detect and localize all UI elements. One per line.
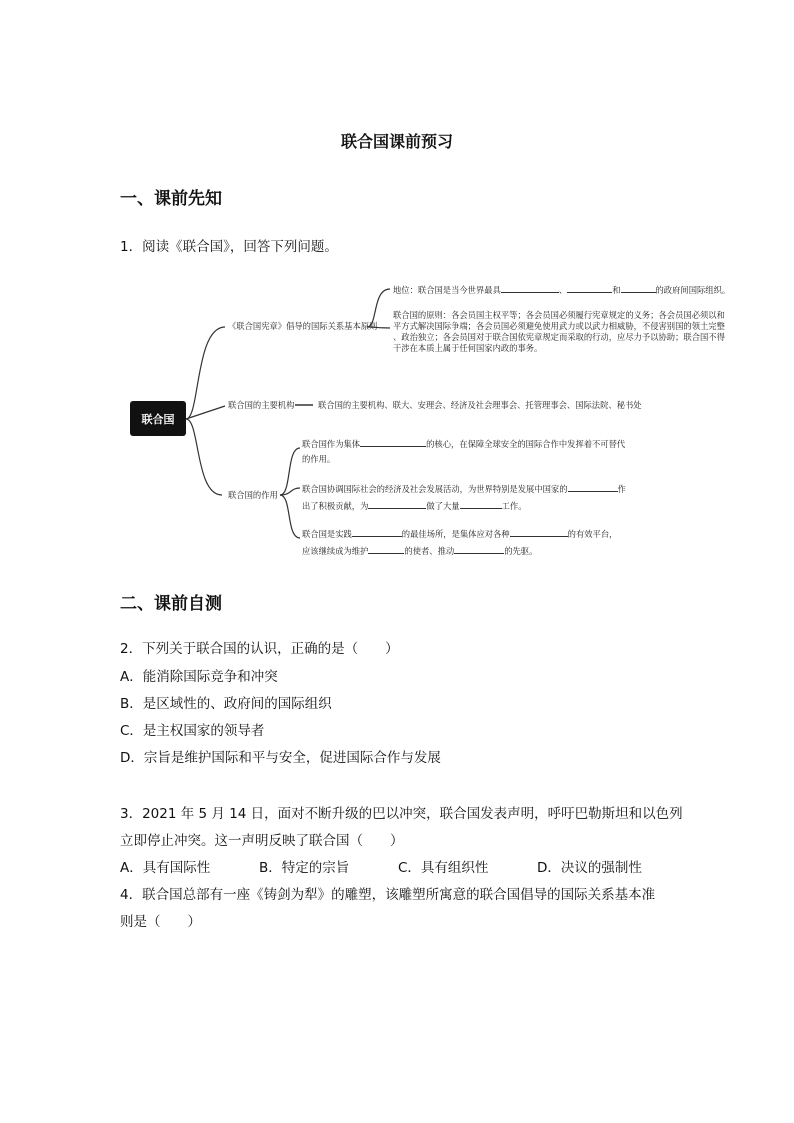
mindmap-leaf-role-development: [302, 482, 626, 512]
mindmap-leaf-principles: [393, 310, 725, 354]
leaf-text: 的先驱。: [504, 546, 538, 556]
leaf-text: 作: [617, 484, 626, 494]
question-2-stem: 2．下列关于联合国的认识，正确的是（ ）: [120, 641, 399, 657]
question-4-line-2: 则是（ ）: [120, 914, 201, 930]
page-title: 联合国课前预习: [340, 132, 453, 151]
question-3-line-1: 3．2021 年 5 月 14 日，面对不断升级的巴以冲突，联合国发表声明，呼吁巴勒斯坦和以色列: [120, 806, 683, 822]
question-3-line-2: 立即停止冲突。这一声明反映了联合国（ ）: [120, 833, 404, 849]
leaf-text: 应该继续成为维护: [302, 546, 369, 556]
fill-blank[interactable]: [621, 283, 656, 293]
fill-blank[interactable]: [501, 283, 559, 293]
fill-blank[interactable]: [567, 283, 612, 293]
leaf-text: 的核心，在保障全球安全的国际合作中发挥着不可替代: [426, 439, 626, 449]
leaf-line: 干涉在本质上属于任何国家内政的事务。: [393, 343, 543, 353]
leaf-text: 的有效平台，: [567, 529, 618, 539]
question-3-option-b[interactable]: B．特定的宗旨: [259, 860, 350, 876]
fill-blank[interactable]: [460, 499, 502, 509]
mindmap-branch-principles: 《联合国宪章》倡导的国际关系基本原则: [228, 321, 378, 331]
leaf-line: 、政治独立；各会员国对于联合国依宪章规定而采取的行动，应尽力予以协助；联合国不得: [393, 332, 725, 342]
fill-blank[interactable]: [360, 437, 426, 447]
leaf-text: 联合国作为集体: [302, 439, 361, 449]
question-3-options: [120, 859, 642, 877]
leaf-text: 的作用。: [302, 454, 336, 464]
leaf-text: 联合国协调国际社会的经济及社会发展活动，为世界特别是发展中国家的: [302, 484, 568, 494]
fill-blank[interactable]: [568, 482, 618, 492]
question-2-option-b[interactable]: B．是区域性的、政府间的国际组织: [120, 696, 332, 712]
section-heading-1: 一、课前先知: [120, 189, 222, 209]
leaf-line: 平方式解决国际争端；各会员国必须避免使用武力或以武力相威胁，不侵害别国的领土完整: [393, 321, 725, 331]
mindmap-root: 联合国: [130, 401, 186, 436]
fill-blank[interactable]: [510, 527, 568, 537]
question-2-option-d[interactable]: D．宗旨是维护国际和平与安全，促进国际合作与发展: [120, 750, 441, 766]
question-3-option-c[interactable]: C．具有组织性: [398, 860, 489, 876]
leaf-text: 的最佳场所，是集体应对各种: [401, 529, 510, 539]
mindmap-leaf-role-security: [302, 437, 625, 465]
leaf-text: 的政府间国际组织。: [655, 285, 731, 295]
leaf-text: 和: [612, 285, 621, 295]
question-3-option-d[interactable]: D．决议的强制性: [537, 860, 642, 876]
question-2-option-c[interactable]: C．是主权国家的领导者: [120, 723, 265, 739]
leaf-text: 的使者、推动: [404, 546, 455, 556]
mindmap-leaf-status: [393, 283, 730, 296]
leaf-text: 、: [558, 285, 568, 295]
fill-blank[interactable]: [368, 499, 426, 509]
leaf-line: 联合国的原则：各会员国主权平等；各会员国必须履行宪章规定的义务；各会员国必须以和: [393, 310, 725, 320]
question-2-option-a[interactable]: A．能消除国际竞争和冲突: [120, 669, 278, 685]
leaf-text: 出了积极贡献，为: [302, 501, 369, 511]
mindmap-branch-roles: 联合国的作用: [228, 490, 278, 500]
fill-blank[interactable]: [352, 527, 402, 537]
mindmap-leaf-role-multilateral: [302, 527, 617, 557]
question-4-line-1: 4．联合国总部有一座《铸剑为犁》的雕塑，该雕塑所寓意的联合国倡导的国际关系基本准: [120, 887, 656, 903]
question-1: 1．阅读《联合国》，回答下列问题。: [120, 239, 338, 255]
mindmap-branch-organs: 联合国的主要机构: [228, 400, 295, 410]
leaf-text: 联合国是实践: [302, 529, 352, 539]
section-heading-2: 二、课前自测: [120, 594, 222, 614]
question-3-option-a[interactable]: A．具有国际性: [120, 860, 211, 876]
leaf-text: 地位：联合国是当今世界最具: [393, 285, 501, 295]
leaf-text: 工作。: [501, 501, 527, 511]
fill-blank[interactable]: [454, 544, 504, 554]
fill-blank[interactable]: [368, 544, 404, 554]
leaf-text: 做了大量: [426, 501, 460, 511]
mindmap-leaf-organs: 联合国的主要机构、联大、安理会、经济及社会理事会、托管理事会、国际法院、秘书处: [318, 400, 642, 410]
